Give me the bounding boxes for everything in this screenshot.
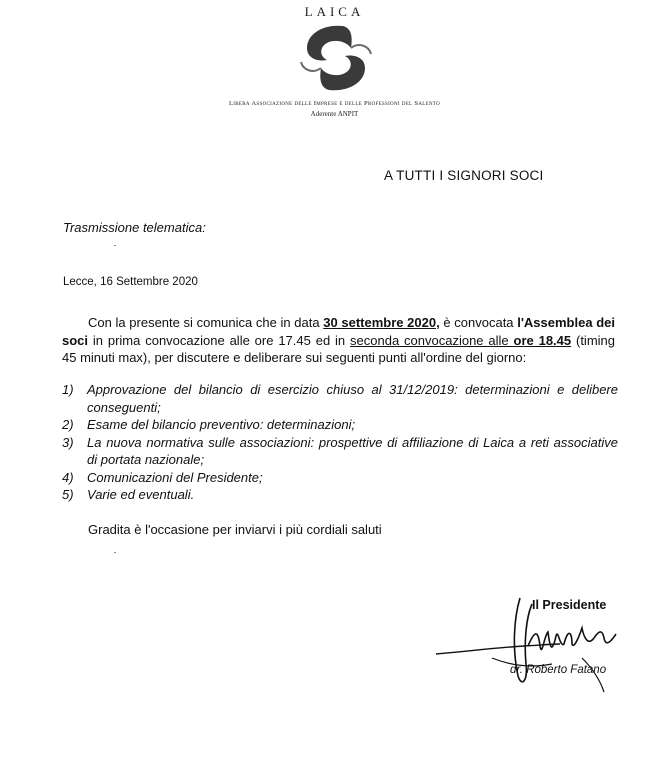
scan-speck (114, 552, 116, 553)
agenda-text: Esame del bilancio preventivo: determinazioni; (87, 417, 356, 432)
agenda-text: Approvazione del bilancio di esercizio chiuso al 31/12/2019: determinazioni e delibere conseguenti; (87, 382, 618, 415)
agenda-number: 1) (62, 382, 74, 397)
brand-name: LAICA (304, 4, 365, 19)
agenda-item (62, 381, 618, 416)
body-text-2: è convocata (439, 315, 518, 330)
agenda-text: Comunicazioni del Presidente; (87, 469, 263, 485)
assembly-name: l'Assemblea dei soci (62, 315, 616, 348)
body-text-1: Con la presente si comunica che in data (88, 315, 324, 330)
agenda-number: 5) (62, 487, 74, 502)
transmission-label: Trasmissione telematica: (63, 220, 206, 235)
agenda-text: La nuova normativa sulle associazioni: prospettive di affiliazione di Laica a reti associative di portata nazionale; (87, 434, 618, 467)
body-paragraph (62, 314, 615, 367)
recipient-line: A TUTTI I SIGNORI SOCI (384, 168, 544, 183)
membership-line: Aderente ANPIT (310, 110, 359, 118)
agenda-text: Varie ed eventuali. (87, 487, 195, 502)
agenda-number: 2) (62, 417, 74, 432)
scan-speck (114, 245, 116, 246)
agenda-number: 3) (62, 434, 74, 450)
association-name: Libera Associazione delle Imprese e delle Professioni del Salento (228, 100, 441, 107)
agenda-item (62, 469, 618, 487)
second-call-label: seconda convocazione alle (350, 332, 514, 348)
body-text-3: in prima convocazione alle ore 17.45 ed in (88, 332, 351, 348)
laica-logo-icon (293, 20, 379, 96)
president-name: dr. Roberto Fatano (510, 664, 607, 676)
agenda-item (62, 486, 618, 504)
agenda-number: 4) (62, 469, 74, 485)
place-date: Lecce, 16 Settembre 2020 (63, 276, 198, 288)
second-call-time: ore 18.45 (513, 332, 572, 348)
agenda-item (62, 416, 618, 434)
agenda-list (62, 381, 618, 504)
closing-line: Gradita è l'occasione per inviarvi i più cordiali saluti (88, 522, 382, 537)
agenda-item (62, 434, 618, 469)
president-title: Il Presidente (532, 598, 607, 612)
body-text-4: (timing 45 minuti max), per discutere e deliberare sui seguenti punti all'ordine del giorno: (62, 332, 615, 365)
meeting-date: 30 settembre 2020, (323, 315, 440, 330)
